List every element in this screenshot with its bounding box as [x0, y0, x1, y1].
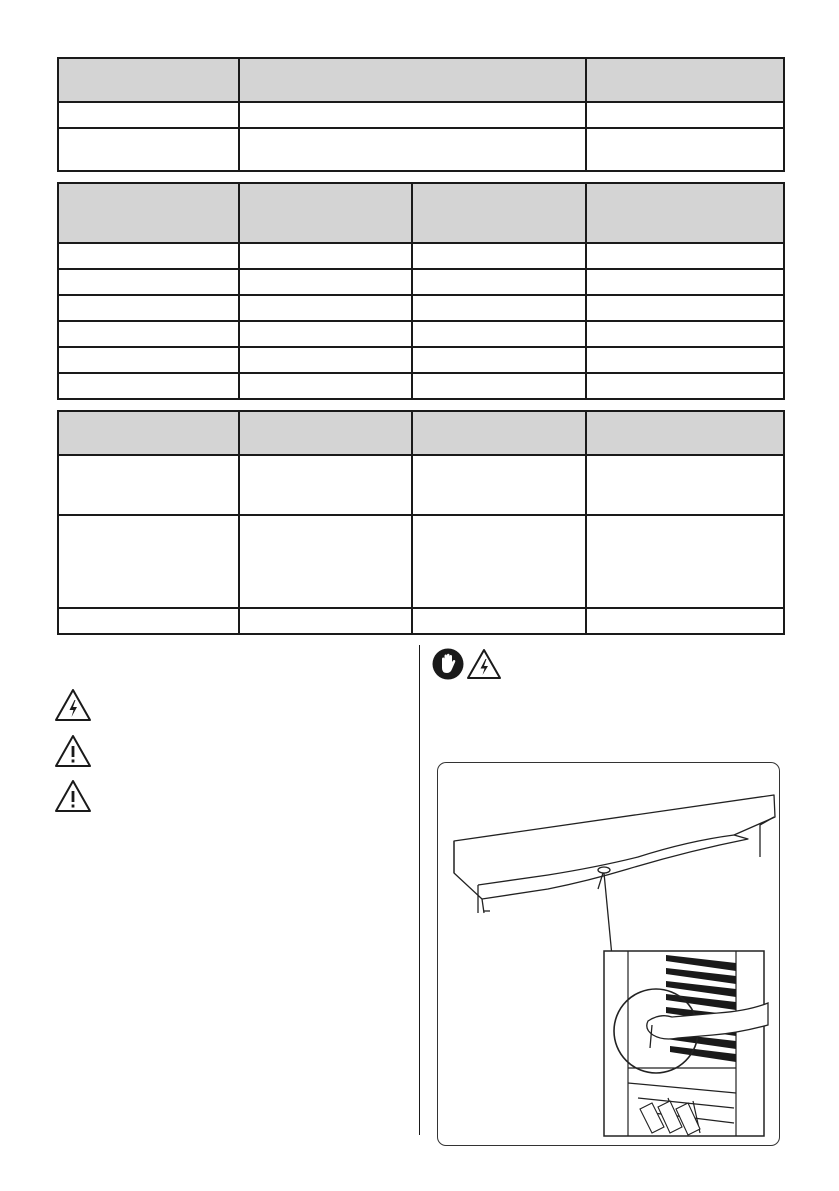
table-cell	[586, 295, 784, 321]
header-cell	[58, 183, 239, 243]
electric-shock-warning-icon	[466, 648, 502, 680]
stop-hand-icon	[432, 648, 464, 680]
table-cell	[239, 455, 412, 515]
table-cell	[412, 269, 586, 295]
table-cell	[239, 347, 412, 373]
table-cell	[58, 515, 239, 608]
electric-shock-warning-icon	[54, 688, 92, 722]
table-cell	[239, 515, 412, 608]
table-cell	[239, 243, 412, 269]
table-cell	[58, 321, 239, 347]
lamp-cover-drawing	[438, 763, 779, 1145]
table-cell	[58, 269, 239, 295]
table-cell	[586, 102, 784, 128]
table-row	[58, 102, 784, 128]
table-cell	[586, 269, 784, 295]
table-cell	[586, 243, 784, 269]
table-row	[58, 515, 784, 608]
table-cell	[586, 455, 784, 515]
table-cell	[239, 102, 586, 128]
table-cell	[586, 515, 784, 608]
table-cell	[412, 515, 586, 608]
header-cell	[586, 183, 784, 243]
general-warning-icon	[54, 779, 92, 813]
table-cell	[239, 295, 412, 321]
table-cell	[412, 373, 586, 399]
table-row	[58, 128, 784, 171]
header-cell	[586, 58, 784, 102]
table-2	[57, 182, 785, 400]
general-warning-icon	[54, 734, 92, 768]
table-cell	[239, 321, 412, 347]
header-cell	[586, 411, 784, 455]
table-header-row	[58, 58, 784, 102]
table-header-row	[58, 183, 784, 243]
table-cell	[58, 243, 239, 269]
table-cell	[586, 321, 784, 347]
table-row	[58, 295, 784, 321]
table-3	[57, 410, 785, 635]
table-cell	[586, 608, 784, 634]
table-row	[58, 373, 784, 399]
table-cell	[412, 455, 586, 515]
table-cell	[412, 608, 586, 634]
table-1	[57, 57, 785, 172]
header-cell	[239, 411, 412, 455]
table-cell	[58, 295, 239, 321]
table-cell	[58, 102, 239, 128]
table-row	[58, 608, 784, 634]
table-row	[58, 455, 784, 515]
header-cell	[58, 58, 239, 102]
header-cell	[239, 58, 586, 102]
table-row	[58, 347, 784, 373]
table-row	[58, 243, 784, 269]
table-cell	[239, 608, 412, 634]
table-cell	[239, 128, 586, 171]
table-row	[58, 321, 784, 347]
table-cell	[412, 295, 586, 321]
header-cell	[412, 183, 586, 243]
header-cell	[412, 411, 586, 455]
table-cell	[586, 128, 784, 171]
table-header-row	[58, 411, 784, 455]
table-cell	[412, 321, 586, 347]
table-cell	[58, 347, 239, 373]
header-cell	[239, 183, 412, 243]
table-cell	[58, 608, 239, 634]
table-cell	[239, 269, 412, 295]
table-cell	[239, 373, 412, 399]
table-cell	[412, 347, 586, 373]
table-cell	[58, 128, 239, 171]
table-cell	[58, 455, 239, 515]
table-cell	[586, 373, 784, 399]
table-cell	[412, 243, 586, 269]
table-row	[58, 269, 784, 295]
table-cell	[58, 373, 239, 399]
table-cell	[586, 347, 784, 373]
lamp-cover-illustration	[437, 762, 780, 1146]
column-divider	[419, 645, 420, 1135]
header-cell	[58, 411, 239, 455]
